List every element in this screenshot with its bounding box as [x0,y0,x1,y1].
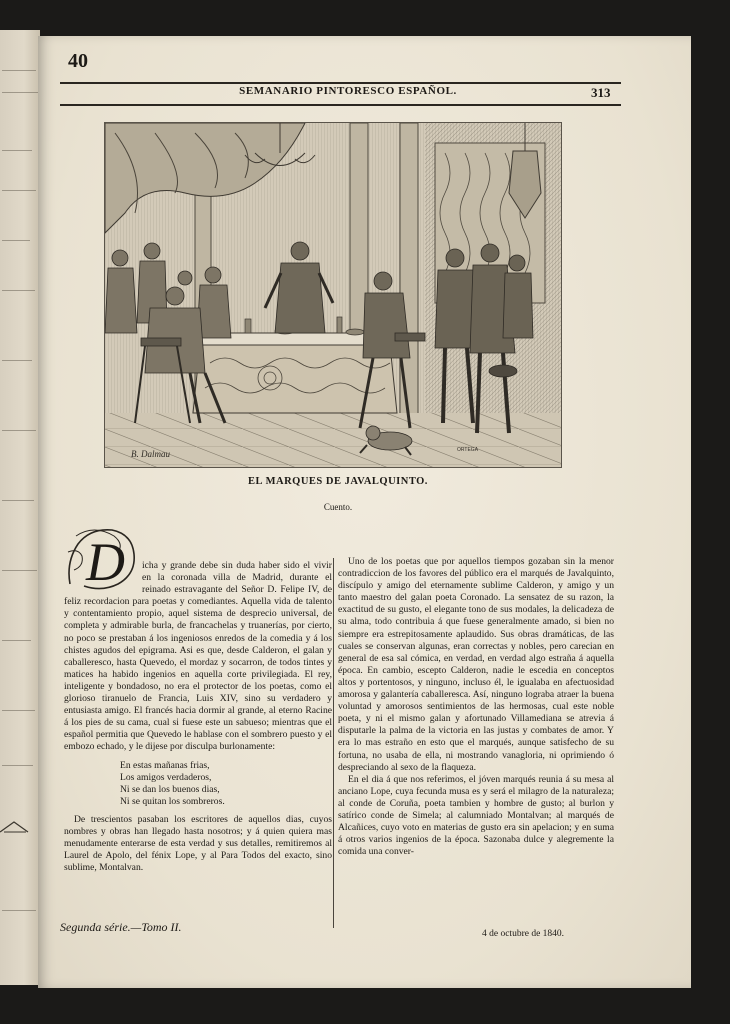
article-title: EL MARQUES DE JAVALQUINTO. [248,476,428,487]
verse-line: Ni se quitan los sombreros. [120,795,225,807]
engraver-signature: B. Dalmau [131,449,170,459]
previous-page-edge [0,30,40,985]
verse-block [120,760,332,808]
verse-line: Los amigos verdaderos, [120,771,212,783]
initial-letter-text: D [86,532,125,592]
article-subtitle: Cuento. [323,502,353,512]
column-divider [333,558,334,928]
page-number-right: 313 [591,85,611,100]
paragraph-right-2: En el dia á que nos referimos, el jóven marqués reunia á su mesa al anciano Lope, cuya fecunda musa es y será el milagro de la naturaleza; al conde de Coruña, poeta tambien y hombre de gusto; al burlon y satírico conde de Simela; al calumniado Montalvan; al marqués de Alcañices, cuyo voto en materias de gusto era sin apelacion; y en suma á otros varios ingenios de la época. Sazonaba dulce y alegremente la comida una conver- [338,773,614,858]
verse-line: Ni se dan los buenos dias, [120,783,220,795]
verse-line: En estas mañanas frias, [120,759,210,771]
paragraph-left-1: icha y grande debe sin duda haber sido el vivir en la coronada villa de Madrid, durante el reinado estravagante del Señor D. Felipe IV, de feliz recordacion para poetas y comediantes. Aquella vida de talento y contentamiento propio, aquel sistema de desprecio universal, de completa y admirable burla, de francachelas y truanerías, por cierto, no poco se prestaban á los ingeniosos enredos de la comedia y á los chistes agudos del epigrama. Asi es que, desde Calderon, el galan y caballeresco, hasta Quevedo, el mordaz y socarron, de todos tintes y matices ha habido ingenios en aquella corte privilegiada. El rey, inteligente y bondadoso, no era el protector de los poetas, como el glorioso tiranuelo de Francia, Luis XIV, sino su verdadero y entusiasta amigo. El francés hacia dormir al grande, al eterno Racine á los pies de su cama, cual si fuese este un sabueso; mientras que el español permitia que Quevedo le hablase con el sombrero puesto y el embozo echado, y le dijese por disculpa burlonamente: [64,560,332,753]
text-column-right [338,556,614,858]
series-volume: Segunda série.—Tomo II. [60,920,182,934]
ornament-mark [0,820,30,834]
artist-signature: ORTEGA [457,447,479,453]
paragraph-left-2: De trescientos pasaban los escritores de aquellos dias, cuyos nombres y obras han llegado hasta nosotros; y á quien quiera mas menudamente enterarse de esta verdad y sus detalles, remitiremos al Laurel de Apolo, del fénix Lope, y al Para Todos del exacto, sino sublime, Montalvan. [64,813,332,874]
header-rule-bottom [60,104,621,106]
ornate-initial-letter [64,522,140,596]
issue-date: 4 de octubre de 1840. [482,929,565,939]
text-column-left [64,522,332,874]
publication-title: SEMANARIO PINTORESCO ESPAÑOL. [239,85,457,97]
newspaper-page [38,36,691,988]
banquet-engraving [104,122,562,468]
paragraph-right-1: Uno de los poetas que por aquellos tiempos gozaban sin la menor contradiccion de los favores del público era el marqués de Javalquinto, discípulo y amigo del eternamente sublime Calderon, y amigo y un tanto maestro del galan poeta Coronado. La sensatez de su razon, la exactitud de su gusto, el elegante tono de sus modales, la delicadeza de su alma, todo contribuia á que fuese generalmente amado, si bien no siempre era estrepitosamente aplaudido. Sus obras dramáticas, de las cuales se conservan algunas, eran correctas y nobles, pero carecian en general de esa sal cómica, en verdad, en verdad algo estraña á aquella época. En cambio, escepto Calderon, nadie le escedia en conceptos altos y portentosos, y ninguno, incluso él, le igualaba en afectuosidad amorosa y galantería caballeresca. Así, ninguno lograba atraer la buena voluntad y amorosos sentimientos de las hermosas, cual este noble poeta, y ni el mismo galan y afortunado Villamediana se atrevia á disputarle la palma de la victoria en las justas y combates de amor. Y era lo mas estraño en esto que el marqués, aunque satisfecho de su fortuna, no usaba de ella, ni mostrando vanagloria, ni oprimiendo ó despreciando al sexo de la flaqueza. [338,556,614,773]
header-rule-top [60,82,621,84]
page-number-left: 40 [68,50,88,72]
